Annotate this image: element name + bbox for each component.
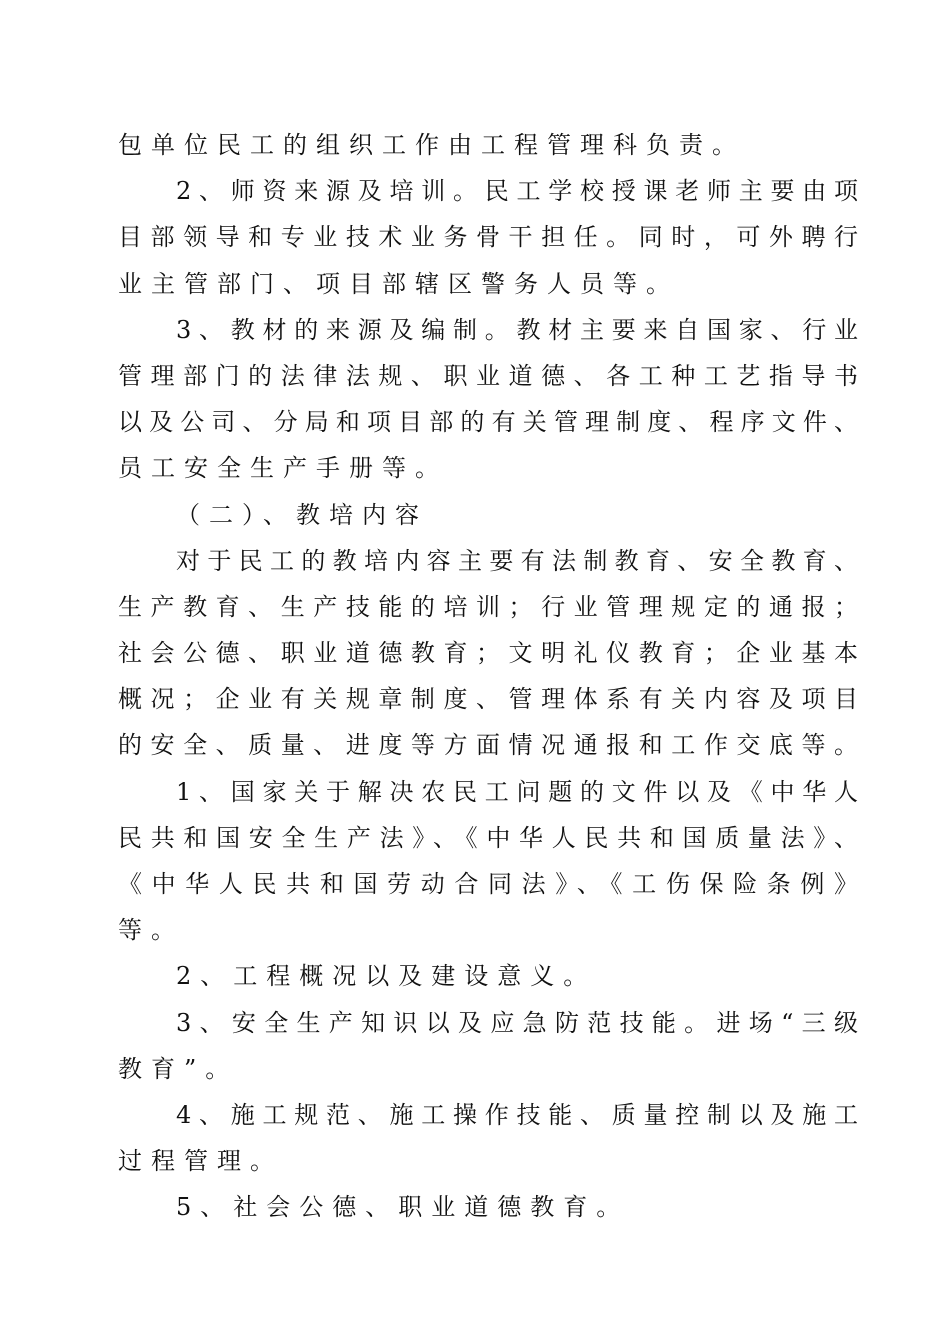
text-line: 3、教材的来源及编制。教材主要来自国家、行业 xyxy=(176,315,858,344)
text-line: 以及公司、分局和项目部的有关管理制度、程序文件、 xyxy=(118,408,858,437)
text-line: 《中华人民共和国劳动合同法》、《工伤保险条例》 xyxy=(118,870,858,898)
text-line: 2、工程概况以及建设意义。 xyxy=(176,962,597,991)
text-line: 2、师资来源及培训。民工学校授课老师主要由项 xyxy=(176,177,858,206)
text-line: 4、施工规范、施工操作技能、质量控制以及施工 xyxy=(176,1100,858,1129)
text-line: 社会公德、职业道德教育；文明礼仪教育；企业基本 xyxy=(118,639,858,668)
text-line: 业主管部门、项目部辖区警务人员等。 xyxy=(118,269,679,298)
text-line: 等。 xyxy=(118,916,184,945)
text-line: 民共和国安全生产法》、《中华人民共和国质量法》、 xyxy=(118,823,858,852)
text-line: 概况；企业有关规章制度、管理体系有关内容及项目 xyxy=(118,685,858,714)
text-line: 管理部门的法律法规、职业道德、各工种工艺指导书 xyxy=(118,361,858,390)
text-line: 生产教育、生产技能的培训；行业管理规定的通报； xyxy=(118,592,858,621)
document-body xyxy=(118,122,858,1231)
text-line: 对于民工的教培内容主要有法制教育、安全教育、 xyxy=(176,546,858,575)
text-line: 过程管理。 xyxy=(118,1147,283,1176)
text-line: 5、社会公德、职业道德教育。 xyxy=(176,1193,630,1222)
text-line: 员工安全生产手册等。 xyxy=(118,454,448,483)
text-line: （二）、教培内容 xyxy=(176,500,428,529)
text-line: 包单位民工的组织工作由工程管理科负责。 xyxy=(118,131,745,159)
text-line: 1、国家关于解决农民工问题的文件以及《中华人 xyxy=(176,777,858,806)
text-line: 目部领导和专业技术业务骨干担任。同时，可外聘行 xyxy=(118,223,858,252)
text-line: 教育”。 xyxy=(118,1054,239,1083)
text-line: 3、安全生产知识以及应急防范技能。进场“三级 xyxy=(176,1008,858,1037)
text-line: 的安全、质量、进度等方面情况通报和工作交底等。 xyxy=(118,731,858,760)
